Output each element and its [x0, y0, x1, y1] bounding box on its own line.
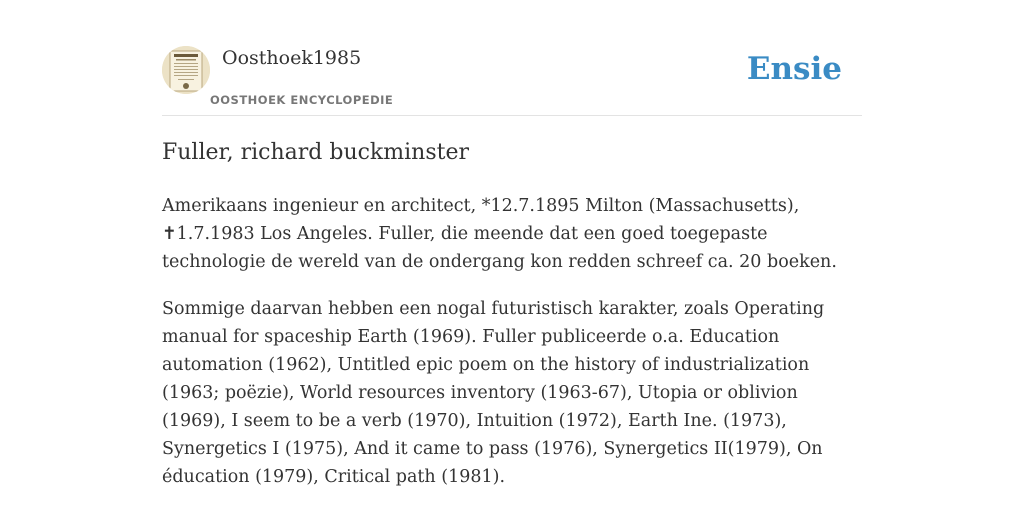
- avatar[interactable]: [162, 46, 210, 94]
- source-label[interactable]: OOSTHOEK ENCYCLOPEDIE: [210, 93, 394, 107]
- brand-logo[interactable]: Ensie: [746, 51, 842, 87]
- entry-body: [162, 192, 862, 510]
- entry-header: [162, 44, 862, 116]
- paragraph: Sommige daarvan hebben een nogal futuristisch karakter, zoals Operating manual for spaceship Earth (1969). Fuller publiceerde o.a. Education automation (1962), Untitled epic poem on the history of industrialization (1963; poëzie), World resources inventory (1963-67), Utopia or oblivion (1969), I seem to be a verb (1970), Intuition (1972), Earth Ine. (1973), Synergetics I (1975), And it came to pass (1976), Synergetics II(1979), On éducation (1979), Critical path (1981).: [162, 299, 825, 487]
- paragraph: Amerikaans ingenieur en architect, *12.7.1895 Milton (Massachusetts), ✝1.7.1983 Los Angeles. Fuller, die meende dat een goed toegepaste technologie de wereld van de ondergang kon redden schreef ca. 20 boeken.: [162, 196, 837, 272]
- page-title: Fuller, richard buckminster: [162, 140, 470, 165]
- book-cover-icon: [162, 46, 210, 94]
- author-name[interactable]: Oosthoek1985: [222, 47, 362, 69]
